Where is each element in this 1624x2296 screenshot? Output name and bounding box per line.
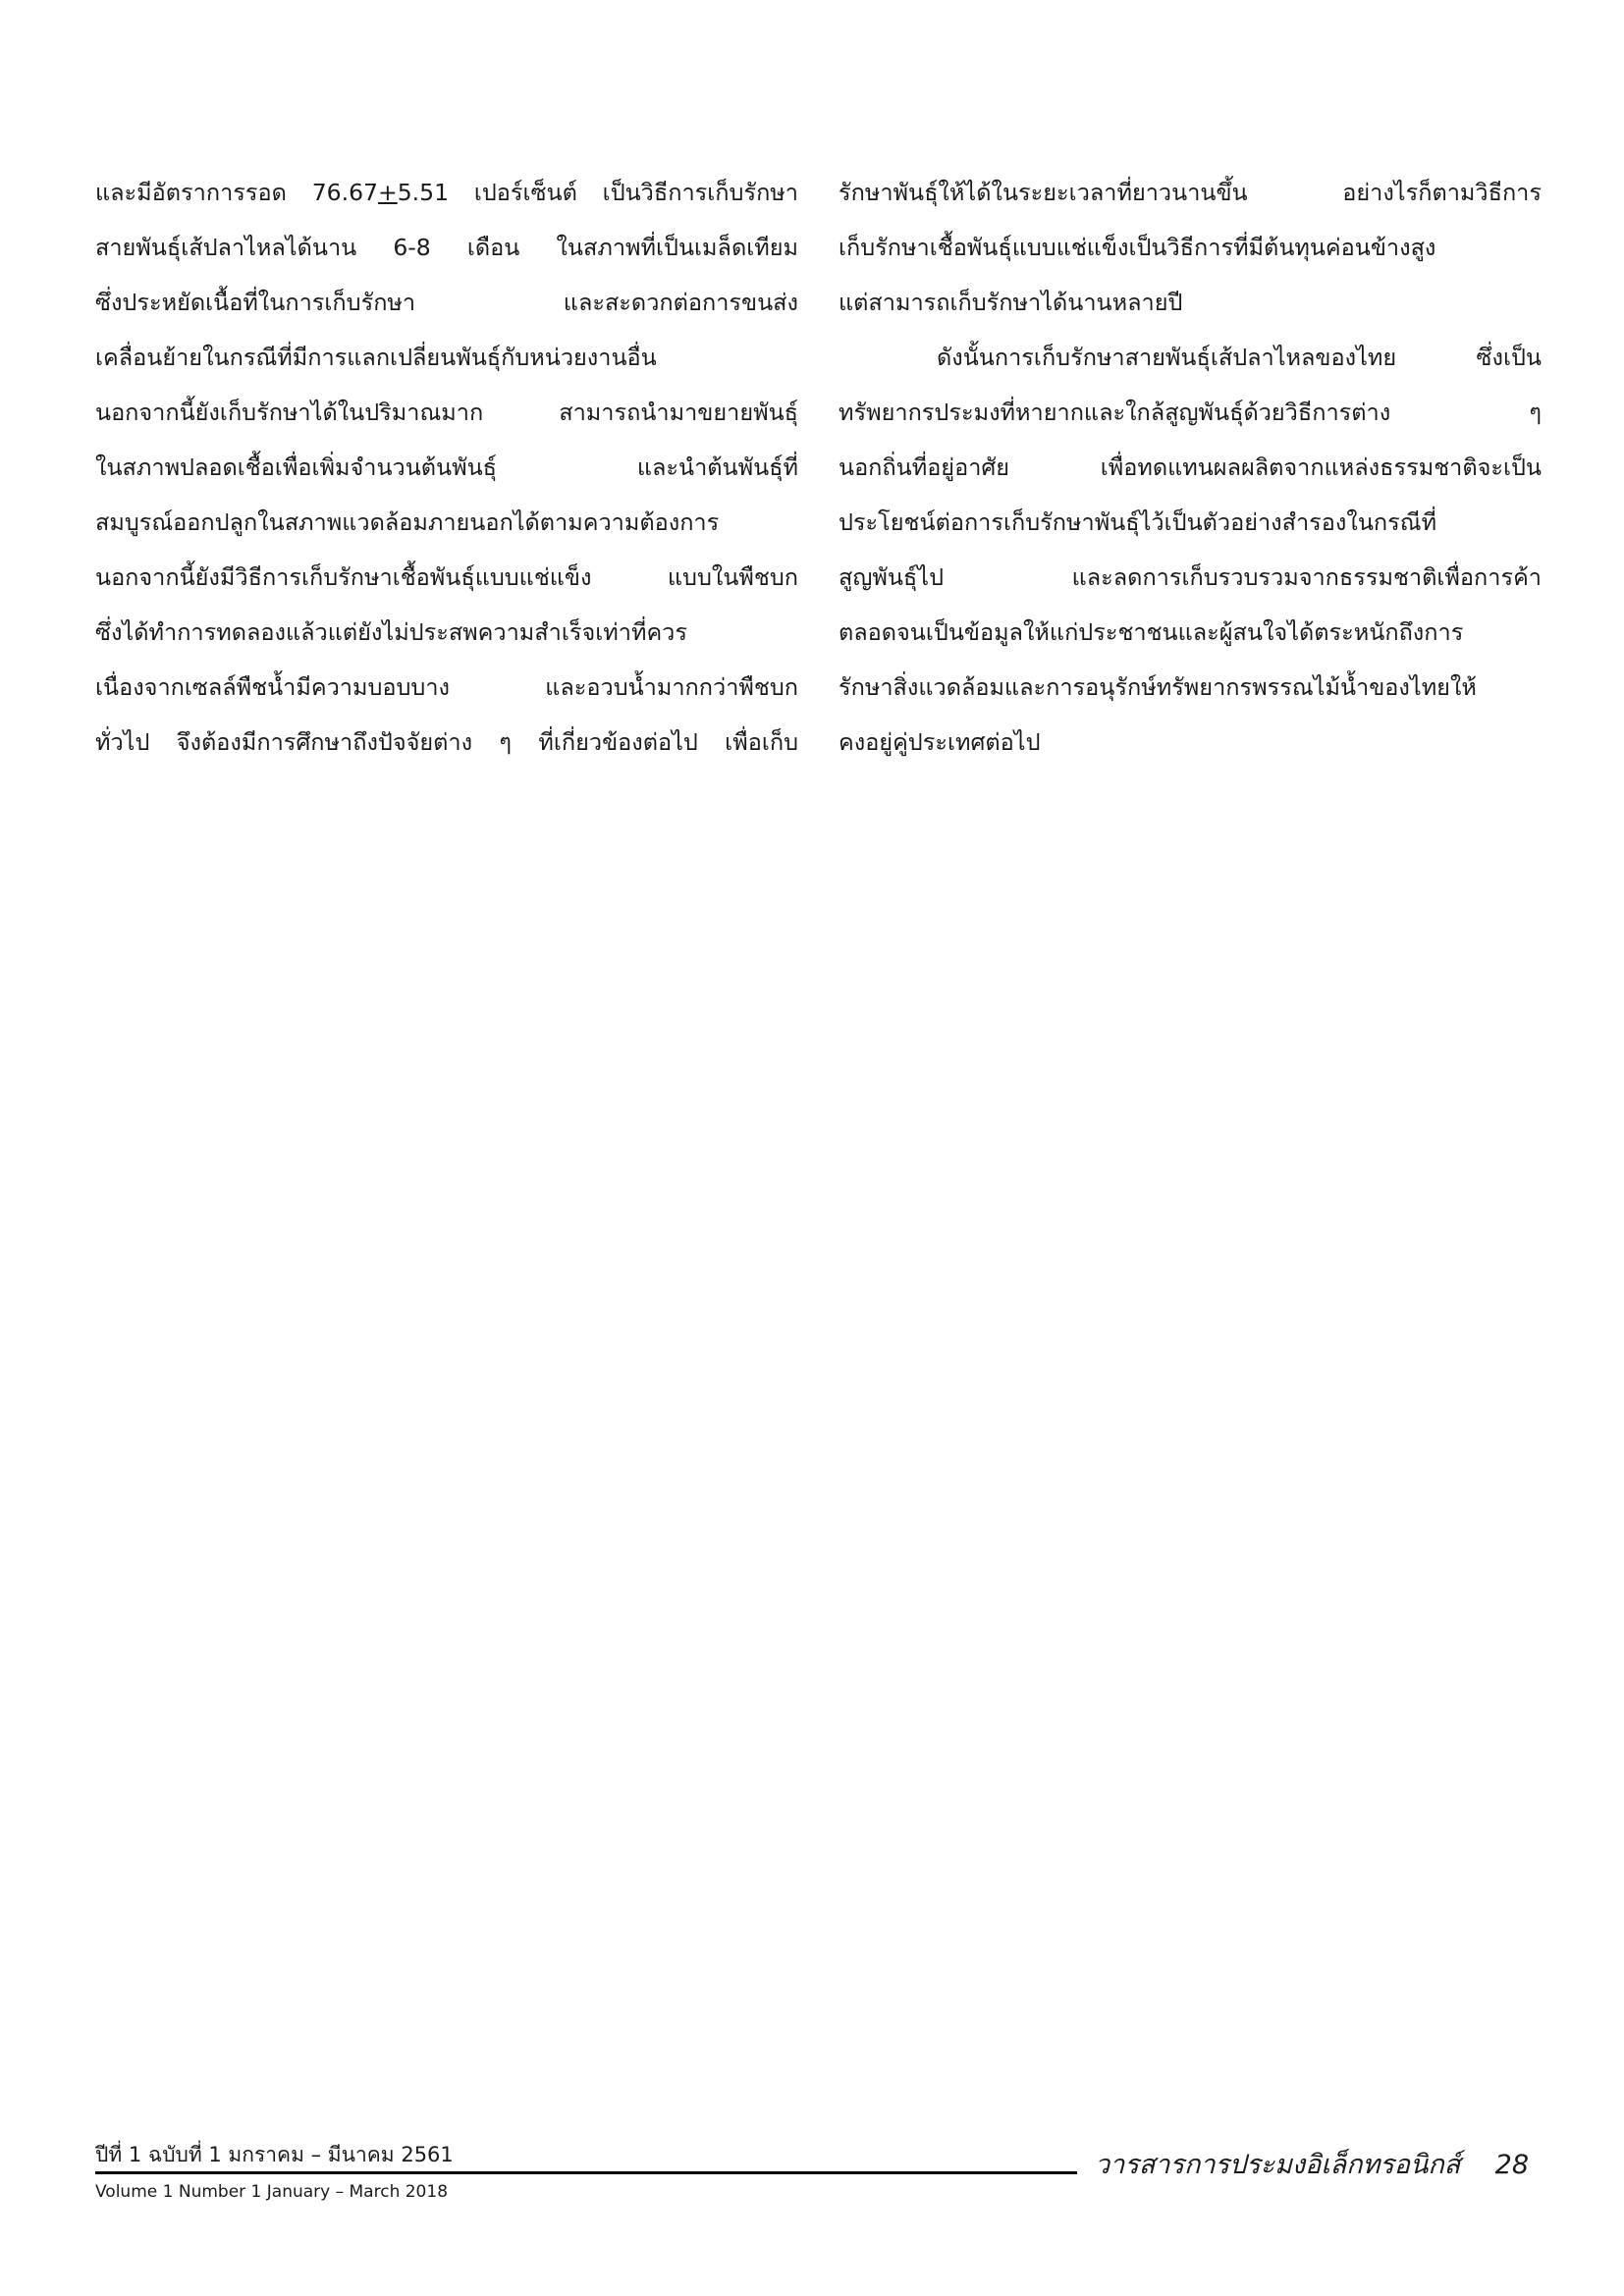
text-line: ทั่วไป จึงต้องมีการศึกษาถึงปัจจัยต่าง ๆ ที่เกี่ยวข้องต่อไป เพื่อเก็บ xyxy=(95,728,798,756)
text-line: คงอยู่คู่ประเทศต่อไป xyxy=(839,728,1041,756)
plus-minus-sign: + xyxy=(378,179,398,206)
text-line: สายพันธุ์เส้ปลาไหลได้นาน 6-8 เดือน ในสภาพที่เป็นเมล็ดเทียม xyxy=(95,234,798,261)
text-line: รักษาสิ่งแวดล้อมและการอนุรักษ์ทรัพยากรพรรณไม้น้ำของไทยให้ xyxy=(839,673,1477,701)
text-line: ดังนั้นการเก็บรักษาสายพันธุ์เส้ปลาไหลของไทย ซึ่งเป็น xyxy=(937,344,1542,371)
paragraph xyxy=(839,330,1542,770)
text-line: ซึ่งได้ทำการทดลองแล้วแต่ยังไม่ประสพความสำเร็จเท่าที่ควร xyxy=(95,618,687,646)
text-line: ทรัพยากรประมงที่หายากและใกล้สูญพันธุ์ด้วยวิธีการต่าง ๆ xyxy=(839,399,1542,426)
text-line: เนื่องจากเซลล์พืชน้ำมีความบอบบาง และอวบน้ำมากกว่าพืชบก xyxy=(95,673,798,701)
text-line: ประโยชน์ต่อการเก็บรักษาพันธุ์ไว้เป็นตัวอย่างสำรองในกรณีที่ xyxy=(839,508,1437,536)
footer-divider xyxy=(95,2171,1077,2174)
text-line: เคลื่อนย้ายในกรณีที่มีการแลกเปลี่ยนพันธุ์กับหน่วยงานอื่น xyxy=(95,344,657,371)
text-line: ซึ่งประหยัดเนื้อที่ในการเก็บรักษา และสะดวกต่อการขนส่ง xyxy=(95,289,798,316)
text-line: ในสภาพปลอดเชื้อเพื่อเพิ่มจำนวนต้นพันธุ์ และนำต้นพันธุ์ที่ xyxy=(95,454,798,481)
text-line: ตลอดจนเป็นข้อมูลให้แก่ประชาชนและผู้สนใจได้ตระหนักถึงการ xyxy=(839,618,1464,646)
page-number: 28 xyxy=(1494,2150,1529,2180)
text-line: นอกถิ่นที่อยู่อาศัย เพื่อทดแทนผลผลิตจากแหล่งธรรมชาติจะเป็น xyxy=(839,454,1542,481)
text-line: นอกจากนี้ยังมีวิธีการเก็บรักษาเชื้อพันธุ์แบบแช่แข็ง แบบในพืชบก xyxy=(95,563,798,591)
journal-name: วารสารการประมงอิเล็กทรอนิกส์ xyxy=(1095,2150,1461,2180)
text-segment: 5.51 เปอร์เซ็นต์ เป็นวิธีการเก็บรักษา xyxy=(397,179,798,206)
text-line: สมบูรณ์ออกปลูกในสภาพแวดล้อมภายนอกได้ตามความต้องการ xyxy=(95,508,720,536)
text-line xyxy=(95,165,798,220)
text-line: สูญพันธุ์ไป และลดการเก็บรวบรวมจากธรรมชาติเพื่อการค้า xyxy=(839,563,1542,591)
issue-info-thai: ปีที่ 1 ฉบับที่ 1 มกราคม – มีนาคม 2561 xyxy=(95,2143,454,2166)
right-column xyxy=(839,165,1542,770)
page-footer xyxy=(95,2142,1529,2211)
text-segment: และมีอัตราการรอด 76.67 xyxy=(95,179,378,206)
issue-info-english: Volume 1 Number 1 January – March 2018 xyxy=(95,2182,449,2202)
paragraph xyxy=(839,165,1542,330)
text-line: รักษาพันธุ์ให้ได้ในระยะเวลาที่ยาวนานขึ้น อย่างไรก็ตามวิธีการ xyxy=(839,179,1542,206)
text-line: เก็บรักษาเชื้อพันธุ์แบบแช่แข็งเป็นวิธีการที่มีต้นทุนค่อนข้างสูง xyxy=(839,234,1436,261)
text-line: แต่สามารถเก็บรักษาได้นานหลายปี xyxy=(839,289,1183,316)
text-line: นอกจากนี้ยังเก็บรักษาได้ในปริมาณมาก สามารถนำมาขยายพันธุ์ xyxy=(95,399,798,426)
left-column xyxy=(95,165,798,770)
